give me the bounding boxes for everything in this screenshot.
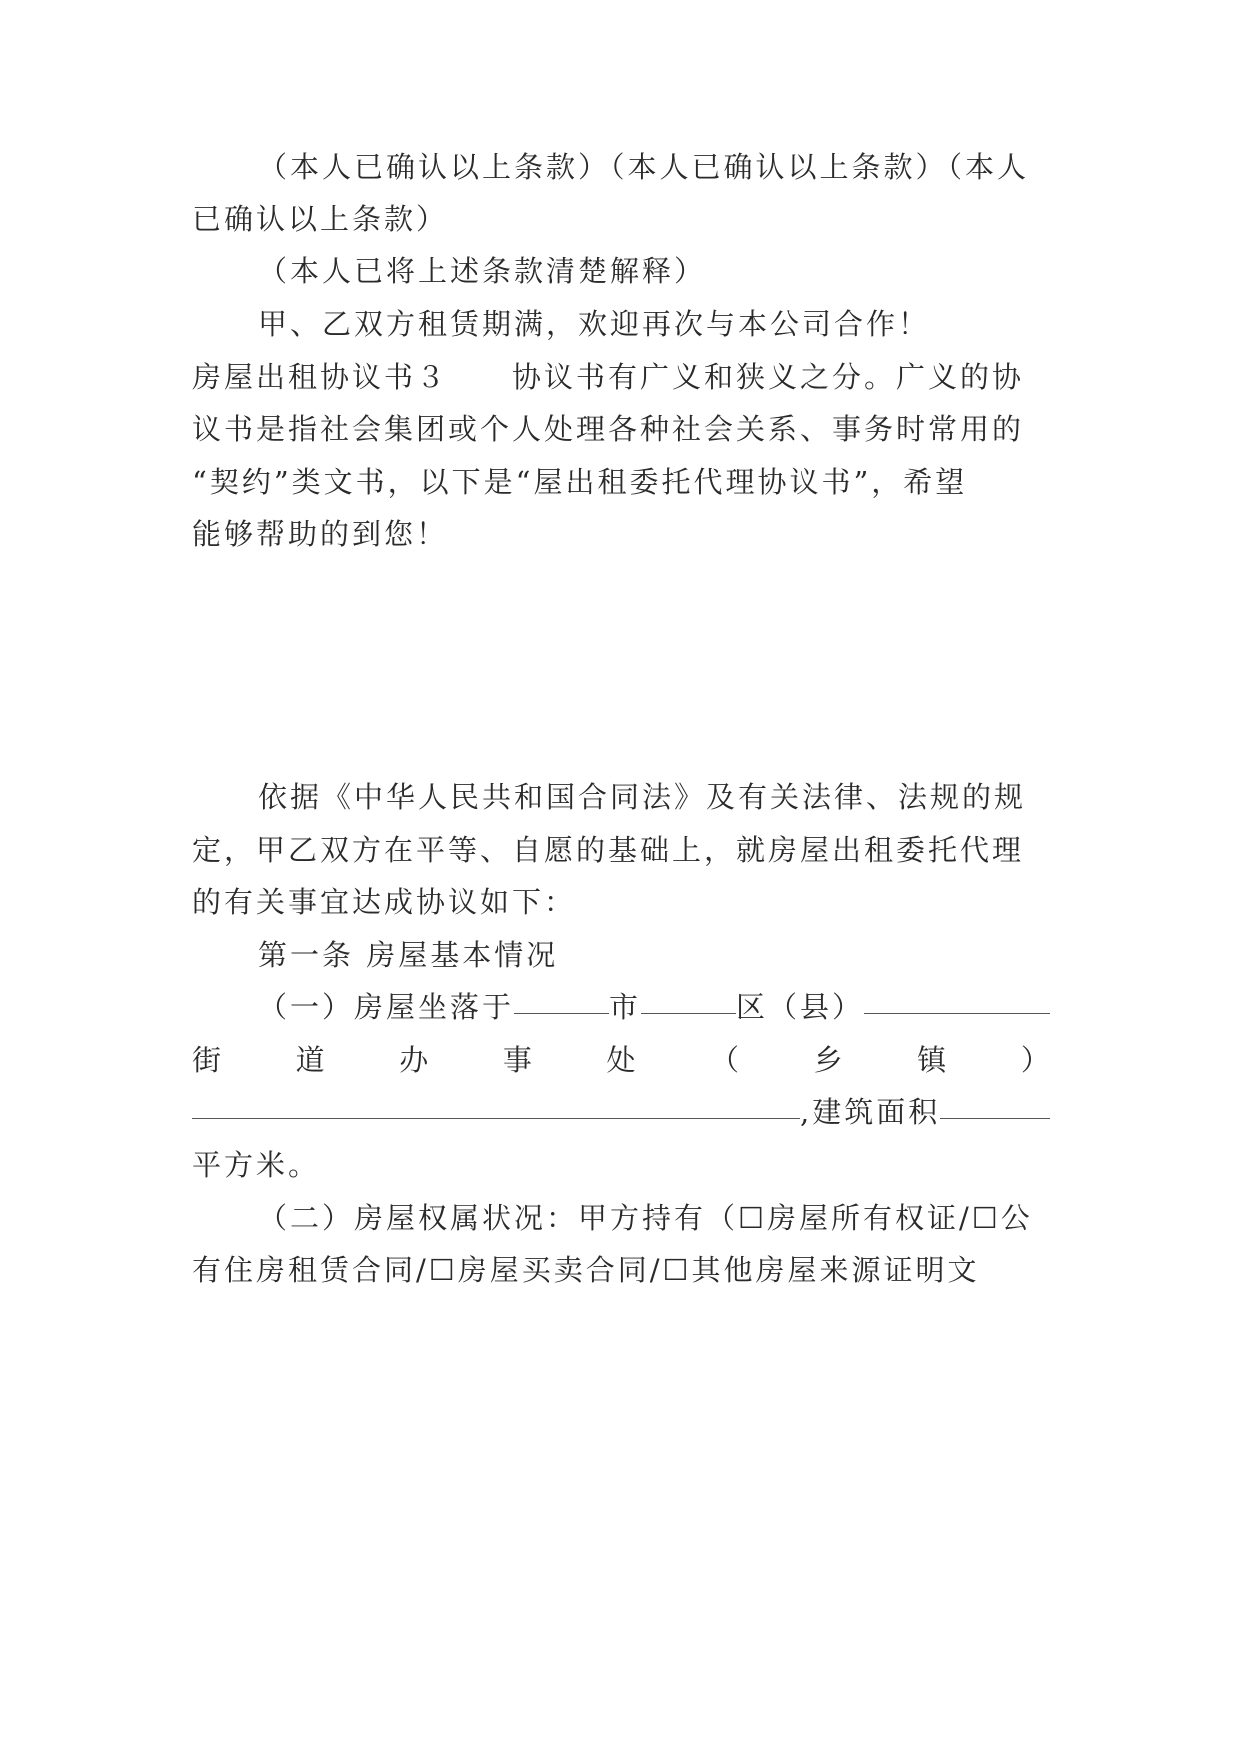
field-label: （一）房屋坐落于 — [258, 990, 515, 1024]
char: 处 — [606, 1043, 636, 1077]
field-location — [258, 987, 1050, 1027]
justified-line — [192, 1040, 1050, 1080]
char: ） — [1020, 1043, 1050, 1077]
text-line: 定，甲乙双方在平等、自愿的基础上，就房屋出租委托代理 — [192, 833, 1025, 867]
field-agency — [258, 672, 1050, 712]
char: 街 — [192, 1043, 222, 1077]
field-principal — [258, 567, 1050, 607]
char: 事 — [502, 1043, 532, 1077]
section-heading: 第一条 房屋基本情况 — [258, 938, 559, 972]
char: 办 — [399, 1043, 429, 1077]
char: 乡 — [813, 1043, 843, 1077]
field-source-name — [192, 1355, 1050, 1395]
text-line: 能够帮助的到您！ — [192, 517, 449, 551]
field-id-number — [258, 620, 1050, 660]
text-line: 平方米。 — [192, 1148, 321, 1182]
field-label: 区（县） — [736, 990, 865, 1024]
text-line: （本人已将上述条款清楚解释） — [258, 254, 707, 288]
field-certificate-number — [192, 1303, 1050, 1343]
field-area — [192, 1092, 1050, 1132]
text-line: “契约”类文书，以下是“屋出租委托代理协议书”，希望 — [192, 465, 968, 499]
text-line: 有住房租赁合同/☐房屋买卖合同/☐其他房屋来源证明文 — [192, 1253, 980, 1287]
char: 道 — [295, 1043, 325, 1077]
blank-line — [641, 987, 736, 1014]
text-line: （二）房屋权属状况：甲方持有（☐房屋所有权证/☐公 — [258, 1201, 1033, 1235]
blank-line — [864, 987, 1050, 1014]
text-line: 甲、乙双方租赁期满，欢迎再次与本公司合作！ — [258, 307, 931, 341]
char: 镇 — [917, 1043, 947, 1077]
char: （ — [710, 1043, 740, 1077]
text-line: 已确认以上条款） — [192, 202, 449, 236]
text-line: 房屋出租协议书３ 协议书有广义和狭义之分。广义的协 — [192, 360, 1025, 394]
text-line: 依据《中华人民共和国合同法》及有关法律、法规的规 — [258, 780, 1027, 814]
field-record-number — [258, 724, 1050, 764]
text-line: （本人已确认以上条款）（本人已确认以上条款）（本人 — [258, 150, 1030, 184]
text-line: 的有关事宜达成协议如下： — [192, 885, 577, 919]
text-line: 议书是指社会集团或个人处理各种社会关系、事务时常用的 — [192, 412, 1025, 446]
blank-line — [192, 1092, 800, 1119]
field-label: ,建筑面积 — [800, 1095, 941, 1129]
blank-line — [940, 1092, 1050, 1119]
field-label: 市 — [609, 990, 642, 1024]
blank-line — [514, 987, 609, 1014]
